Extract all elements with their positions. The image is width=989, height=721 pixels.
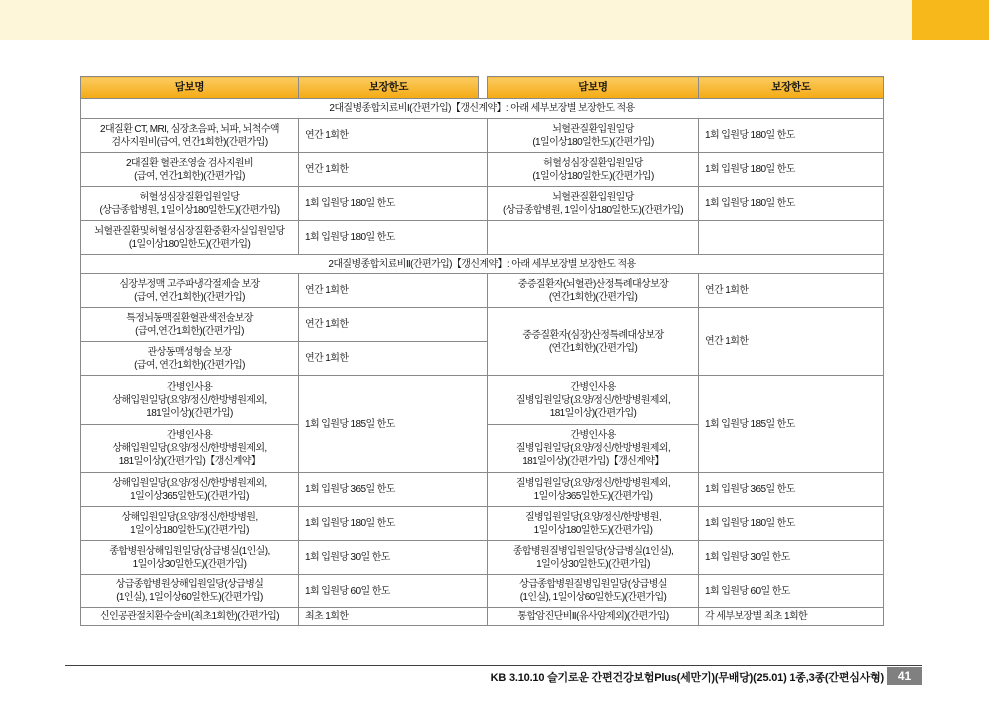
table-row [81, 507, 884, 541]
coverage-limit-cell: 연간 1회한 [299, 153, 488, 187]
section-title-row [81, 99, 884, 119]
coverage-limit-cell: 연간 1회한 [699, 274, 884, 308]
table-row [81, 119, 884, 153]
table-row [81, 308, 884, 342]
table-header-row [81, 77, 884, 99]
coverage-name-cell: 종합병원질병입원일당(상급병실(1인실), 1일이상30일한도)(간편가입) [488, 541, 699, 575]
coverage-name-cell: 뇌혈관질환입원일당 (상급종합병원, 1일이상180일한도)(간편가입) [488, 187, 699, 221]
table-row [81, 221, 884, 255]
coverage-name-cell: 간병인사용 질병입원일당(요양/정신/한방병원제외, 181일이상)(간편가입)【갱신계약】 [488, 425, 699, 473]
top-accent-block [912, 0, 989, 40]
coverage-limit-cell: 1회 입원당 60일 한도 [699, 575, 884, 608]
coverage-limit-cell: 1회 입원당 180일 한도 [699, 153, 884, 187]
coverage-limit-cell: 1회 입원당 365일 한도 [299, 473, 488, 507]
coverage-name-cell: 허혈성심장질환입원일당 (상급종합병원, 1일이상180일한도)(간편가입) [81, 187, 299, 221]
table-row [81, 473, 884, 507]
coverage-limit-cell: 1회 입원당 180일 한도 [299, 507, 488, 541]
coverage-limit-cell: 연간 1회한 [299, 274, 488, 308]
footer-rule [65, 665, 922, 666]
coverage-name-cell: 간병인사용 질병입원일당(요양/정신/한방병원제외, 181일이상)(간편가입) [488, 376, 699, 425]
coverage-name-cell: 통합암진단비Ⅱ(유사암제외)(간편가입) [488, 608, 699, 626]
coverage-limit-table [80, 76, 884, 626]
coverage-limit-cell: 최초 1회한 [299, 608, 488, 626]
footer-title: KB 3.10.10 슬기로운 간편건강보험Plus(세만기)(무배당)(25.01) 1종,3종(간편심사형) [490, 672, 884, 684]
empty-cell [699, 221, 884, 255]
coverage-name-cell: 특정뇌동맥질환혈관색전술보장 (급여,연간1회한)(간편가입) [81, 308, 299, 342]
coverage-name-cell: 간병인사용 상해입원일당(요양/정신/한방병원제외, 181일이상)(간편가입)【갱신계약】 [81, 425, 299, 473]
empty-cell [488, 221, 699, 255]
section-title: 2대질병종합치료비Ⅱ(간편가입)【갱신계약】: 아래 세부보장별 보장한도 적용 [81, 255, 884, 274]
coverage-limit-cell: 1회 입원당 30일 한도 [299, 541, 488, 575]
coverage-limit-cell: 1회 입원당 30일 한도 [699, 541, 884, 575]
table-row [81, 376, 884, 425]
coverage-name-cell: 2대질환 CT, MRI, 심장초음파, 뇌파, 뇌척수액 검사지원비(급여, 연간1회한)(간편가입) [81, 119, 299, 153]
coverage-limit-cell: 1회 입원당 180일 한도 [699, 507, 884, 541]
coverage-name-cell: 질병입원일당(요양/정신/한방병원제외, 1일이상365일한도)(간편가입) [488, 473, 699, 507]
header-coverage-limit: 보장한도 [299, 77, 479, 99]
coverage-limit-cell: 1회 입원당 180일 한도 [699, 187, 884, 221]
coverage-limit-cell: 연간 1회한 [699, 308, 884, 376]
coverage-table-container [80, 76, 883, 626]
section-title-row [81, 255, 884, 274]
coverage-limit-cell: 1회 입원당 185일 한도 [299, 376, 488, 473]
coverage-name-cell: 뇌혈관질환및허혈성심장질환중환자실입원일당 (1일이상180일한도)(간편가입) [81, 221, 299, 255]
coverage-limit-cell: 1회 입원당 185일 한도 [699, 376, 884, 473]
coverage-name-cell: 간병인사용 상해입원일당(요양/정신/한방병원제외, 181일이상)(간편가입) [81, 376, 299, 425]
header-coverage-limit: 보장한도 [699, 77, 884, 99]
coverage-name-cell: 신인공관절치환수술비(최초1회한)(간편가입) [81, 608, 299, 626]
coverage-name-cell: 뇌혈관질환입원일당 (1일이상180일한도)(간편가입) [488, 119, 699, 153]
table-row [81, 153, 884, 187]
table-row [81, 541, 884, 575]
header-gap [479, 77, 488, 99]
coverage-name-cell: 2대질환 혈관조영술 검사지원비 (급여, 연간1회한)(간편가입) [81, 153, 299, 187]
table-row [81, 608, 884, 626]
coverage-limit-cell: 1회 입원당 180일 한도 [299, 221, 488, 255]
coverage-limit-cell: 1회 입원당 365일 한도 [699, 473, 884, 507]
coverage-limit-cell: 연간 1회한 [299, 308, 488, 342]
table-row [81, 187, 884, 221]
coverage-name-cell: 관상동맥성형술 보장 (급여, 연간1회한)(간편가입) [81, 342, 299, 376]
top-band [0, 0, 912, 40]
table-row [81, 274, 884, 308]
coverage-limit-cell: 연간 1회한 [299, 342, 488, 376]
coverage-name-cell: 중증질환자(심장)산정특례대상보장 (연간1회한)(간편가입) [488, 308, 699, 376]
coverage-limit-cell: 1회 입원당 180일 한도 [699, 119, 884, 153]
coverage-name-cell: 허혈성심장질환입원일당 (1일이상180일한도)(간편가입) [488, 153, 699, 187]
coverage-limit-cell: 연간 1회한 [299, 119, 488, 153]
header-coverage-name: 담보명 [488, 77, 699, 99]
table-row [81, 575, 884, 608]
coverage-name-cell: 상급종합병원상해입원일당(상급병실 (1인실), 1일이상60일한도)(간편가입) [81, 575, 299, 608]
coverage-name-cell: 상해입원일당(요양/정신/한방병원제외, 1일이상365일한도)(간편가입) [81, 473, 299, 507]
coverage-name-cell: 종합병원상해입원일당(상급병실(1인실), 1일이상30일한도)(간편가입) [81, 541, 299, 575]
coverage-name-cell: 상급종합병원질병입원일당(상급병실 (1인실), 1일이상60일한도)(간편가입) [488, 575, 699, 608]
coverage-name-cell: 중증질환자(뇌혈관)산정특례대상보장 (연간1회한)(간편가입) [488, 274, 699, 308]
page-number-badge: 41 [887, 667, 922, 685]
coverage-name-cell: 심장부정맥 고주파냉각절제술 보장 (급여, 연간1회한)(간편가입) [81, 274, 299, 308]
coverage-limit-cell: 1회 입원당 180일 한도 [299, 187, 488, 221]
coverage-limit-cell: 1회 입원당 60일 한도 [299, 575, 488, 608]
section-title: 2대질병종합치료비Ⅰ(간편가입)【갱신계약】: 아래 세부보장별 보장한도 적용 [81, 99, 884, 119]
coverage-limit-cell: 각 세부보장별 최초 1회한 [699, 608, 884, 626]
header-coverage-name: 담보명 [81, 77, 299, 99]
coverage-name-cell: 질병입원일당(요양/정신/한방병원, 1일이상180일한도)(간편가입) [488, 507, 699, 541]
coverage-name-cell: 상해입원일당(요양/정신/한방병원, 1일이상180일한도)(간편가입) [81, 507, 299, 541]
